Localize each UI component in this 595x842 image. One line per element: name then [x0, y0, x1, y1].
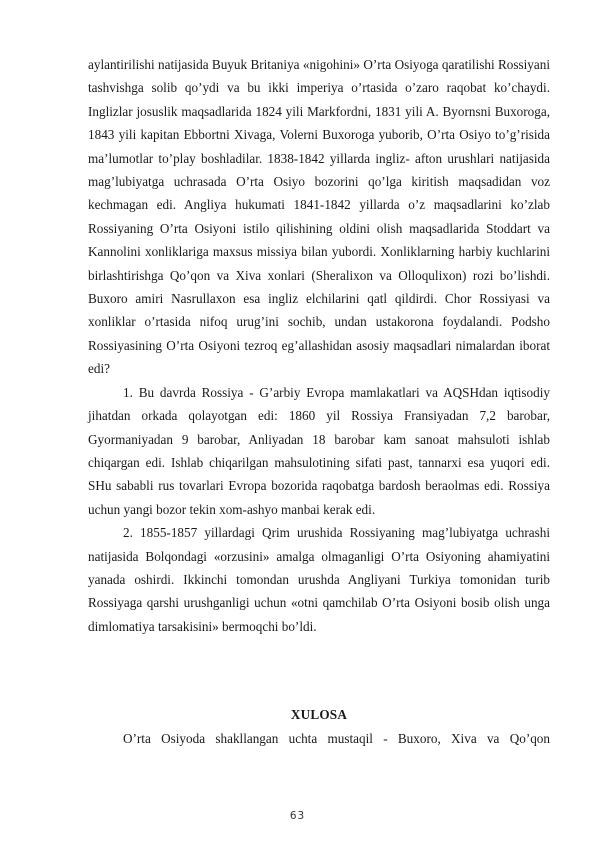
section-spacer — [88, 638, 550, 703]
section-heading: XULOSA — [290, 707, 348, 723]
document-page — [88, 53, 550, 750]
page-number: 63 — [289, 810, 306, 822]
conclusion-paragraph: O’rta Osiyoda shakllangan uchta mustaqil - Buxoro, Xiva va Qo’qon — [123, 730, 550, 746]
numbered-paragraph-2: 2. 1855-1857 yillardagi Qrim urushida Rossiyaning mag’lubiyatga uchrashi natijasida Bolqondagi «orzusini» amalga olmaganligi O’rta Osiyoning ahamiyatini yanada oshirdi. Ikkinchi tomondan urushda Angliyani Turkiya tomonidan turib Rossiyaga qarshi urushganligi uchun «otni qamchilab O’rta Osiyoni bosib olish unga dimlomatiya tarsakisini» bermoqchi bo’ldi. — [88, 525, 550, 634]
numbered-paragraph-1: 1. Bu davrda Rossiya - G’arbiy Evropa mamlakatlari va AQSHdan iqtisodiy jihatdan orkada qolayotgan edi: 1860 yil Rossiya Fransiyadan 7,2 barobar, Gyormaniyadan 9 barobar, Anliyadan 18 barobar kam sanoat mahsuloti ishlab chiqargan edi. Ishlab chiqarilgan mahsulotining sifati past, tannarxi esa yuqori edi. SHu sababli rus tovarlari Evropa bozorida raqobatga bardosh beraolmas edi. Rossiya uchun yangi bozor tekin xom-ashyo manbai kerak edi. — [88, 384, 550, 517]
body-paragraph: aylantirilishi natijasida Buyuk Britaniya «nigohini» O’rta Osiyoga qaratilishi Rossiyani tashvishga solib qo’ydi va bu ikki imperiya o’rtasida o’zaro raqobat ko’chaydi. Inglizlar josuslik maqsadlarida 1824 yili Markfordni, 1831 yili A. Byornsni Buxoroga, 1843 yili kapitan Ebbortni Xivaga, Volerni Buxoroga yuborib, O’rta Osiyo to’g’risida ma’lumotlar to’play boshladilar. 1838-1842 yillarda ingliz- afton urushlari natijasida mag’lubiyatga uchrasada O’rta Osiyo bozorini qo’lga kiritish maqsadidan voz kechmagan edi. Angliya hukumati 1841-1842 yillarda o’z maqsadlarini ko’zlab Rossiyaning O’rta Osiyoni istilo qilishining oldini olish maqsadlarida Stoddart va Kannolini xonliklariga maxsus missiya bilan yubordi. Xonliklarning harbiy kuchlarini birlashtirishga Qo’qon va Xiva xonlari (Sheralixon va Olloqulixon) rozi bo’lishdi. Buxoro amiri Nasrullaxon esa ingliz elchilarini qatl qildirdi. Chor Rossiyasi va xonliklar o’rtasida nifoq urug’ini sochib, undan ustakorona foydalandi. Podsho Rossiyasining O’rta Osiyoni tezroq eg’allashidan asosiy maqsadlari nimalardan iborat edi? — [88, 57, 550, 377]
